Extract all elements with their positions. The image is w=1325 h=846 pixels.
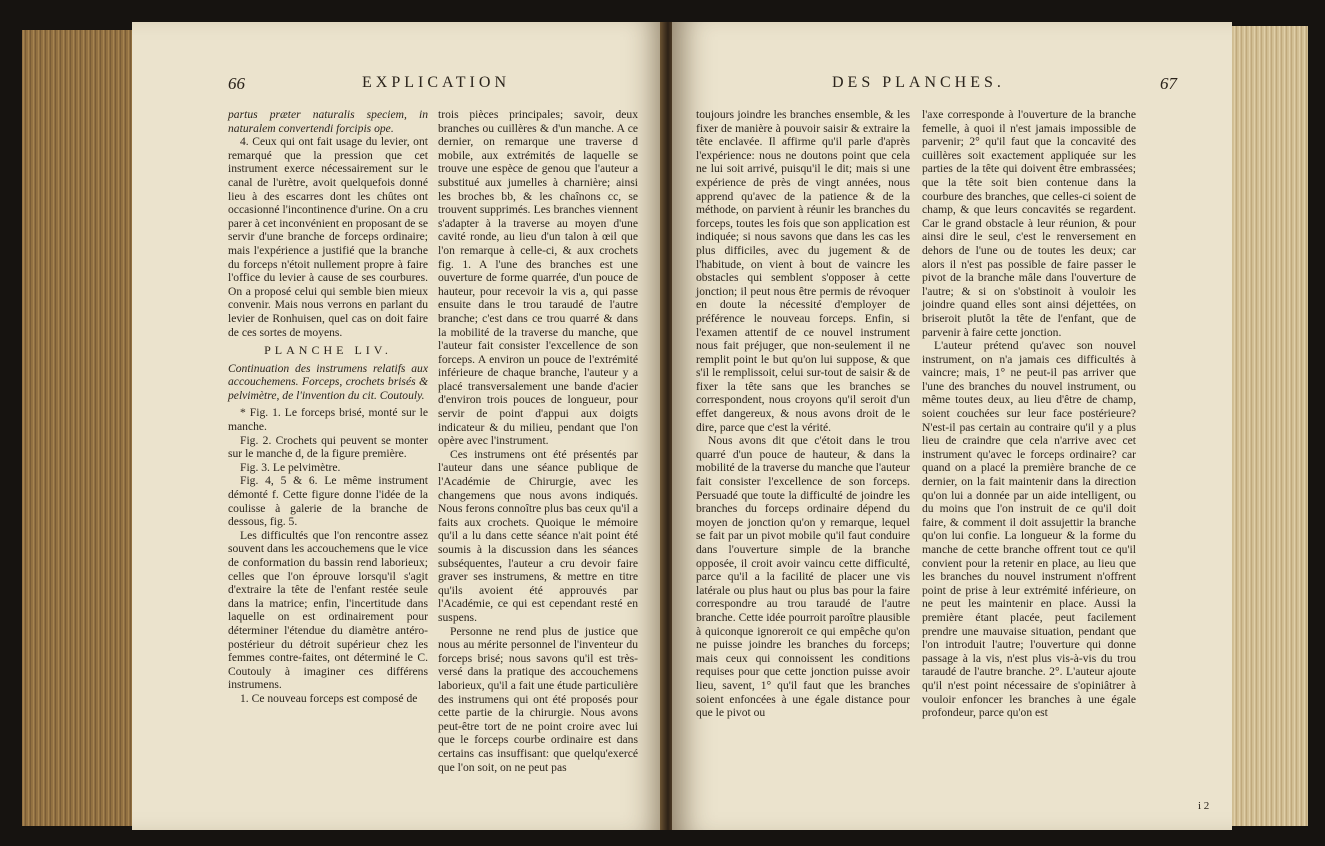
paragraph: Les difficultés que l'on rencontre assez souvent dans les accouchemens que le vice de conformation du bassin rend laborieux; celles que l'on éprouve lorsqu'il s'agit d'extraire la tête de l'enfant restée seule dans la matrice; enfin, l'incertitude dans laquelle on est ordinairement pour déterminer l'étendue du diamètre antéro-postérieur du détroit supérieur chez les femmes contre-faites, ont déterminé le C. Coutouly à imaginer ces différens instrumens. xyxy=(228,528,428,692)
right-page-edges xyxy=(1228,26,1308,826)
right-page xyxy=(672,22,1232,830)
figure-entry: * Fig. 1. Le forceps brisé, monté sur le manche. xyxy=(228,406,428,434)
paragraph: L'auteur prétend qu'avec son nouvel instrument, on n'a jamais ces difficultés à vaincre; mais, 1° ne peut-il pas arriver que l'une des branches du nouvel instrument, ou même toutes deux, au lieu d'être de champ, soient couchées sur leur face postérieure? N'est-il pas certain au contraire qu'il y a plus lieu de craindre que cela n'arrive avec cet instrument qu'avec le forceps ordinaire? car quand on a placé la première branche de ce dernier, on la fait maintenir dans la direction qu'on lui a donnée par un aide intelligent, ou du moins que l'on instruit de ce qu'il doit faire, & comment il doit assujettir la branche qu'on lui confie. La longueur & la forme du manche de cette branche offrent tout ce qu'il convient pour la retenir en place, au lieu que les branches du nouvel instrument n'offrent point de prise à leur extrémité inférieure, on ne peut les maintenir en place. Aussi la première étant placée, peut facilement prendre une mauvaise situation, pendant que l'on introduit l'autre; l'ouverture qui donne passage à la vis, n'est plus vis-à-vis du trou taraudé de l'autre branche. 2°. L'auteur ajoute qu'il n'est point nécessaire de s'opiniâtrer à vouloir enfoncer les branches à une égale profondeur, parce qu'on est xyxy=(922,339,1136,720)
right-column-1 xyxy=(696,108,910,720)
left-column-1 xyxy=(228,108,428,706)
plate-caption: Continuation des instrumens relatifs aux accouchemens. Forceps, crochets brisés & pelvimètre, de l'invention du cit. Coutouly. xyxy=(228,361,428,402)
right-column-2 xyxy=(922,108,1136,720)
right-page-number: 67 xyxy=(1160,74,1177,93)
paragraph: l'axe corresponde à l'ouverture de la branche femelle, à quoi il n'est jamais impossible de parvenir; 2° qu'il faut que la concavité des cuillères soit exactement appliquée sur les parties de la tête qui doivent être embrassées; que la tête soit bien contenue dans la courbure des branches, que celles-ci soient de champ, & que leurs concavités se regardent. Car le grand obstacle à leur réunion, & pour ainsi dire le seul, c'est le renversement en dehors de l'une ou de toutes les deux; car alors il n'est pas possible de faire passer le pivot de la branche mâle dans l'ouverture de l'autre; & si on s'obstinoit à vouloir les joindre quand elles sont ainsi déjettées, on briseroit plutôt la tête de l'enfant, que de parvenir à faire cette jonction. xyxy=(922,108,1136,339)
paragraph: Personne ne rend plus de justice que nous au mérite personnel de l'inventeur du forceps brisé; nous savons qu'il est très-versé dans la pratique des accouchemens laborieux, qu'il a fait une étude particulière des instrumens qui ont été proposés pour cette partie de la chirurgie. Nous avons peut-être tort de ne point croire avec lui que le forceps courbe ordinaire est dans certains cas insuffisant: que quelqu'exercé que l'on soit, on ne peut pas xyxy=(438,624,638,774)
paragraph: trois pièces principales; savoir, deux branches ou cuillères & d'un manche. A ce dernier, on remarque une traverse d mobile, aux extrémités de laquelle se trouve une espèce de genou que l'auteur a substitué aux jumelles à charnière; ainsi les broches bb, & les chaînons cc, se trouvent supprimés. Les branches viennent s'adapter à la traverse au moyen d'une cavité ronde, au lieu d'un talon à œil que l'on remarque à celle-ci, & aux crochets fig. 1. A l'une des branches est une ouverture de forme quarrée, d'un pouce de hauteur, pour recevoir la vis a, qui passe ensuite dans le trou taraudé de l'autre branche; c'est dans ce trou quarré & dans la mobilité de la traverse du manche, que l'auteur fait consister l'excellence de son forceps. A environ un pouce de l'extrémité inférieure de chaque branche, l'auteur y a placé transversalement une bande d'acier d'environ trois pouces de longueur, pour servir de point d'appui aux doigts indicateur & du milieu, pendant que l'on opère avec l'instrument. xyxy=(438,108,638,448)
left-page-edges xyxy=(22,30,132,826)
left-column-2 xyxy=(438,108,638,774)
left-running-head: EXPLICATION xyxy=(362,74,510,91)
signature-mark: i 2 xyxy=(1198,800,1210,812)
paragraph: Nous avons dit que c'étoit dans le trou quarré d'un pouce de hauteur, & dans la mobilité de la traverse du manche que l'auteur fait consister l'excellence de son forceps. Persuadé que toute la difficulté de joindre les branches du forceps ordinaire dépend du moyen de jonction qu'on y remarque, lequel se fait par un pivot mobile qu'il faut conduire dans l'ouverture simple de la branche opposée, il croit avoir vaincu cette difficulté, parce qu'il a la facilité de placer une vis latérale ou plus haut ou plus bas pour la faire correspondre au trou taraudé de l'autre branche. Cette idée pourroit paroître plausible à quiconque ignoreroit ce qui empêche qu'on ne puisse joindre les branches du forceps; mais ceux qui connoissent les conditions requises pour que cette jonction puisse avoir lieu, savent, 1° qu'il faut que les branches soient enfoncées à une égale distance pour que le pivot ou xyxy=(696,434,910,720)
plate-heading: PLANCHE LIV. xyxy=(264,343,392,358)
left-page-number: 66 xyxy=(228,74,245,93)
paragraph: partus præter naturalis speciem, in naturalem convertendi forcipis ope. xyxy=(228,108,428,135)
paragraph: 1. Ce nouveau forceps est composé de xyxy=(240,691,418,705)
paragraph: toujours joindre les branches ensemble, & les fixer de manière à pouvoir saisir & extraire la tête enclavée. Il affirme qu'il parle d'après l'expérience: nous ne doutons point que cela ne lui soit arrivé, puisqu'il le dit; mais si une expérience de près de vingt années, nous apprend qu'avec de la patience & de la méthode, on parvient à réunir les branches du forceps, toutes les fois que son application est indiquée; si nous savons que dans les cas les plus difficiles, avec du jugement & de l'habitude, on vient à bout de vaincre les obstacles qui semblent s'opposer à cette jonction; il peut nous être permis de révoquer en doute la nécessité d'employer de préférence le nouveau forceps. Enfin, si l'examen attentif de ce nouvel instrument nous fait préjuger, que non-seulement il ne remplit point le but qu'on lui suppose, & que s'il le remplissoit, celui sur-tout de saisir & de fixer la tête sans que les branches se correspondent, nous croyons qu'il seroit d'un effet dangereux, & nous avons droit de le dire, parce que c'est la vérité. xyxy=(696,108,910,434)
figure-entry: Fig. 2. Crochets qui peuvent se monter sur le manche d, de la figure première. xyxy=(228,433,428,461)
figure-entry: Fig. 3. Le pelvimètre. xyxy=(240,460,341,474)
paragraph: 4. Ceux qui ont fait usage du levier, ont remarqué que la pression que cet instrument exerce nécessairement sur le canal de l'urètre, avoit quelquefois donné lieu à des escarres dont les chûtes ont occasionné l'incontinence d'urine. On a cru parer à cet inconvénient en proposant de se servir d'une branche de forceps ordinaire; mais l'expérience a justifié que la branche du forceps n'étoit nullement propre à faire l'office du levier à cause de ses courbures. On a proposé celui qui semble bien mieux convenir. Mais nous verrons en parlant du levier de Ronhuisen, quel cas on doit faire de ces sortes de moyens. xyxy=(228,135,428,339)
left-page xyxy=(132,22,666,830)
paragraph: Ces instrumens ont été présentés par l'auteur dans une séance publique de l'Académie de Chirurgie, avec les changemens que nous avons indiqués. Nous ferons connoître plus bas ceux qu'il a faits aux crochets. Quoique le mémoire qu'il a lu dans cette séance n'ait point été soumis à la discussion dans les séances subséquentes, l'auteur a cru devoir faire graver ses instrumens, & mettre en titre qu'ils avoient été approuvés par l'Académie, ce qui est cependant resté en suspens. xyxy=(438,447,638,624)
right-running-head: DES PLANCHES. xyxy=(832,74,1005,91)
figure-entry: Fig. 4, 5 & 6. Le même instrument démonté f. Cette figure donne l'idée de la coulisse à galerie de la branche de dessous, fig. 5. xyxy=(228,474,428,529)
